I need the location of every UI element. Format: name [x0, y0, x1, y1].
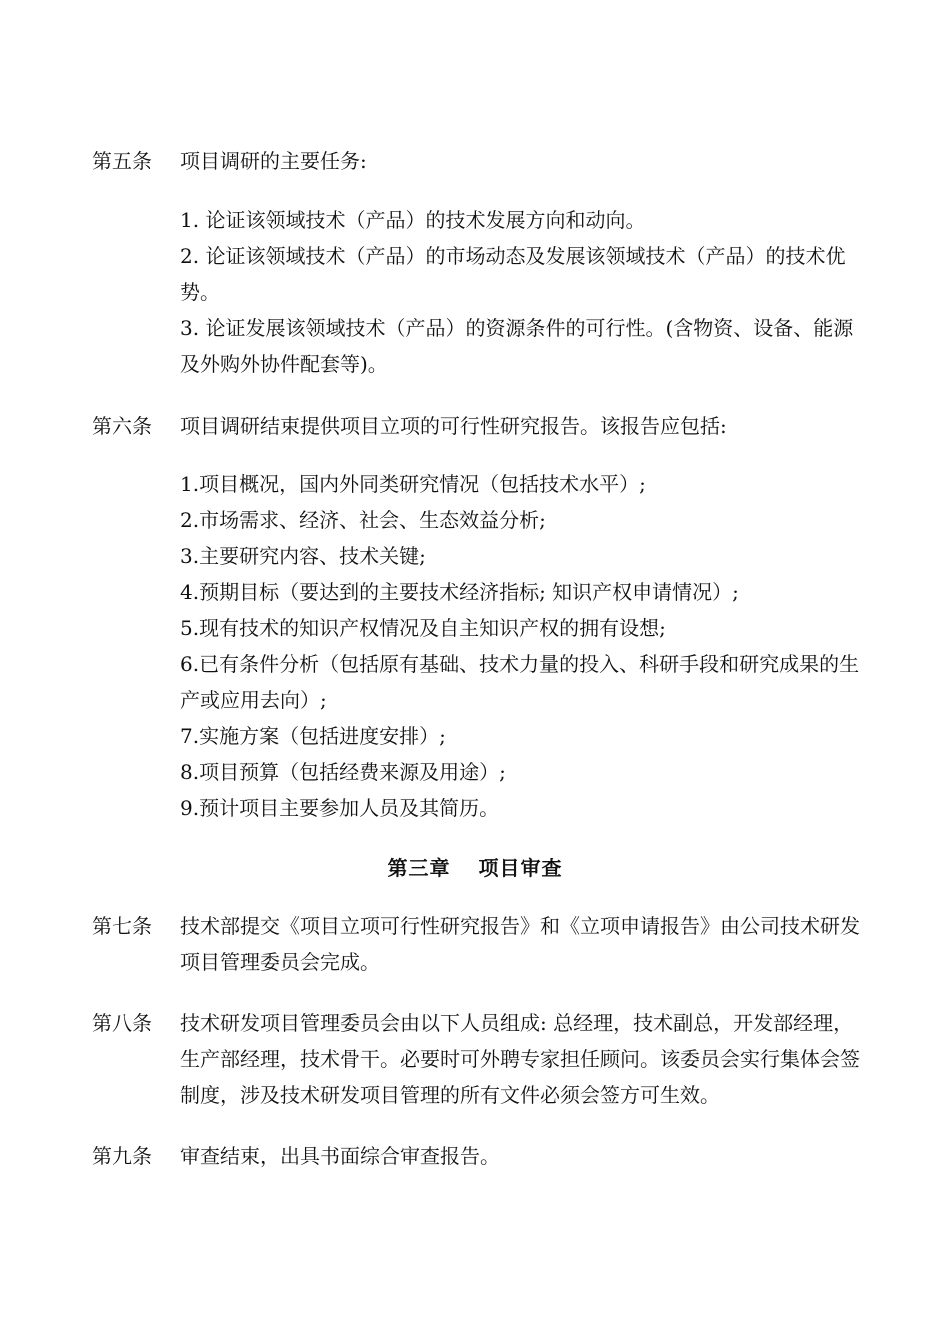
- list-item: 2. 论证该领域技术（产品）的市场动态及发展该领域技术（产品）的技术优势。: [180, 244, 846, 304]
- article-6-text: 项目调研结束提供项目立项的可行性研究报告。该报告应包括:: [180, 414, 727, 438]
- list-item: 1. 论证该领域技术（产品）的技术发展方向和动向。: [180, 208, 646, 232]
- list-item: 7.实施方案（包括进度安排）;: [180, 724, 446, 748]
- list-item: 8.项目预算（包括经费来源及用途）;: [180, 760, 506, 784]
- article-9-label: 第九条: [92, 1144, 152, 1168]
- article-5-text: 项目调研的主要任务:: [180, 149, 367, 173]
- list-item: 6.已有条件分析（包括原有基础、技术力量的投入、科研手段和研究成果的生产或应用去向）;: [180, 652, 860, 712]
- article-5-items: [180, 202, 870, 382]
- article-9: [92, 1138, 872, 1174]
- list-item: 3.主要研究内容、技术关键;: [180, 544, 426, 568]
- article-6-items: [180, 466, 870, 826]
- article-8: [92, 1005, 872, 1113]
- chapter-number: 第三章: [387, 856, 451, 880]
- list-item: 3. 论证发展该领域技术（产品）的资源条件的可行性。(含物资、设备、能源及外购外协件配套等)。: [180, 316, 854, 376]
- list-item: 4.预期目标（要达到的主要技术经济指标; 知识产权申请情况）;: [180, 580, 739, 604]
- article-7-label: 第七条: [92, 914, 152, 938]
- article-5-label: 第五条: [92, 149, 152, 173]
- article-7: [92, 908, 872, 980]
- article-5: [92, 143, 872, 179]
- list-item: 2.市场需求、经济、社会、生态效益分析;: [180, 508, 546, 532]
- article-6-label: 第六条: [92, 414, 152, 438]
- article-9-text: 审查结束，出具书面综合审查报告。: [180, 1144, 500, 1168]
- chapter-heading: [0, 850, 950, 886]
- article-8-text: 技术研发项目管理委员会由以下人员组成: 总经理，技术副总，开发部经理，生产部经理，技术骨干。必要时可外聘专家担任顾问。该委员会实行集体会签制度，涉及技术研发项目管理的所有文件必须会签方可生效。: [180, 1011, 860, 1107]
- list-item: 1.项目概况，国内外同类研究情况（包括技术水平）;: [180, 472, 646, 496]
- list-item: 5.现有技术的知识产权情况及自主知识产权的拥有设想;: [180, 616, 666, 640]
- chapter-title: 项目审查: [478, 856, 563, 880]
- article-7-text: 技术部提交《项目立项可行性研究报告》和《立项申请报告》由公司技术研发项目管理委员会完成。: [180, 914, 860, 974]
- article-8-label: 第八条: [92, 1011, 152, 1035]
- list-item: 9.预计项目主要参加人员及其简历。: [180, 796, 500, 820]
- article-6: [92, 408, 872, 444]
